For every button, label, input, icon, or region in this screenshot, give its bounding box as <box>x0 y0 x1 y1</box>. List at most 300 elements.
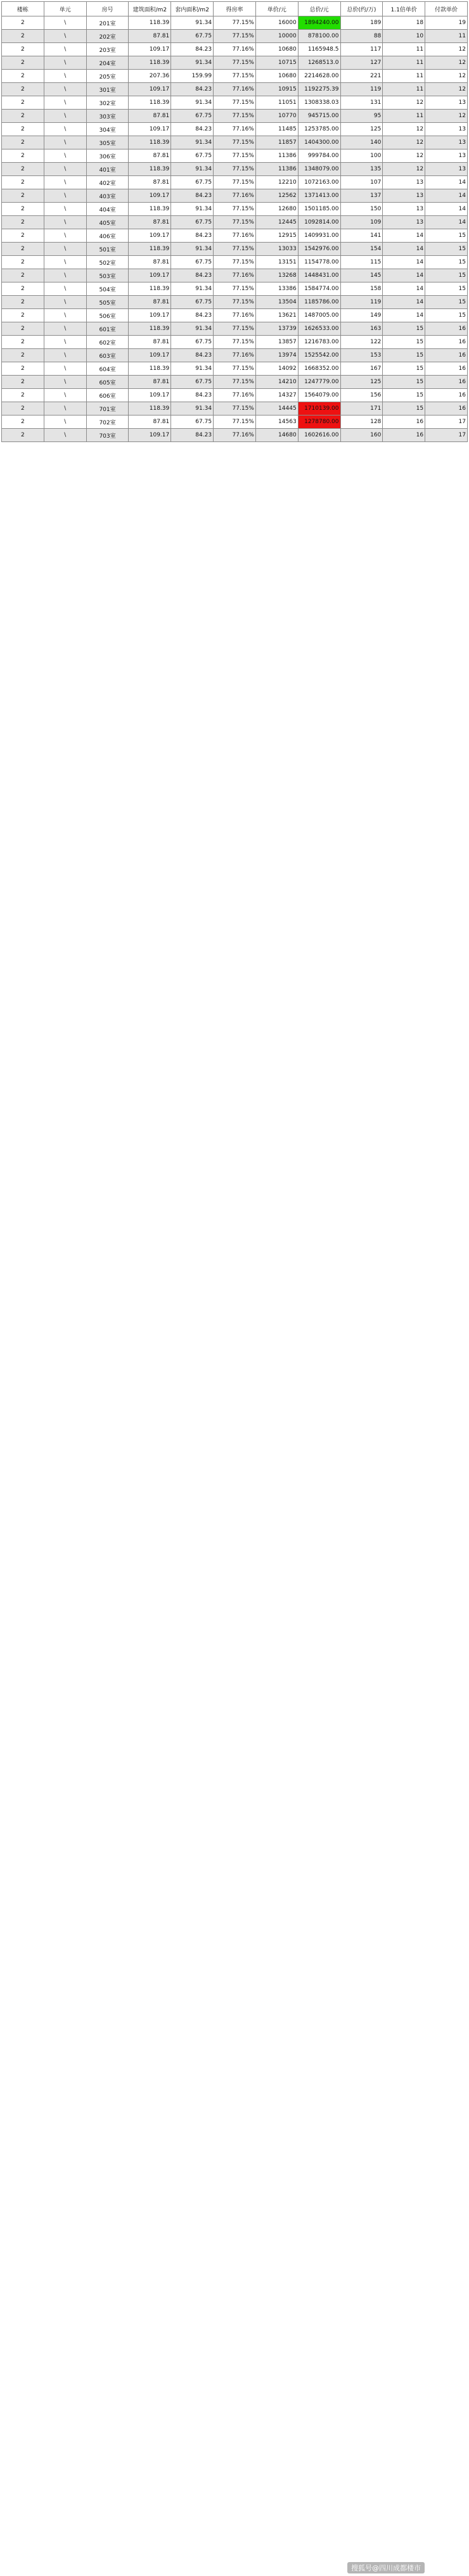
table-cell: 13 <box>383 216 425 229</box>
table-cell: 2 <box>2 136 44 149</box>
table-cell: 14 <box>383 269 425 282</box>
table-cell: 159.99 <box>171 70 214 83</box>
table-cell: 67.75 <box>171 30 214 43</box>
table-cell: 1409931.00 <box>298 229 340 243</box>
table-cell: \ <box>44 349 86 362</box>
table-cell: 87.81 <box>129 256 171 269</box>
table-cell: 118.39 <box>129 362 171 376</box>
table-cell: 14210 <box>255 376 298 389</box>
table-cell: 14092 <box>255 362 298 376</box>
table-cell: 12 <box>425 43 468 56</box>
table-cell: 67.75 <box>171 216 214 229</box>
table-cell: 16 <box>425 389 468 402</box>
table-cell: 11 <box>383 43 425 56</box>
column-header: 建筑面积/m2 <box>129 2 171 16</box>
table-row <box>2 336 468 349</box>
table-cell: 205室 <box>86 70 129 83</box>
table-cell: 2 <box>2 296 44 309</box>
table-cell: 115 <box>340 256 383 269</box>
table-cell: 1268513.0 <box>298 56 340 70</box>
table-cell: 303室 <box>86 110 129 123</box>
table-cell: 17 <box>425 416 468 429</box>
table-cell: \ <box>44 229 86 243</box>
table-cell: 15 <box>383 336 425 349</box>
table-cell: 91.34 <box>171 56 214 70</box>
table-cell: \ <box>44 96 86 110</box>
table-cell: 77.15% <box>214 376 256 389</box>
table-cell: 2 <box>2 70 44 83</box>
table-cell: 91.34 <box>171 282 214 296</box>
table-cell: 14 <box>383 309 425 322</box>
table-cell: 304室 <box>86 123 129 136</box>
table-cell: 189 <box>340 16 383 30</box>
table-cell: 2 <box>2 203 44 216</box>
table-cell: 67.75 <box>171 110 214 123</box>
table-cell: 109.17 <box>129 83 171 96</box>
table-cell: \ <box>44 282 86 296</box>
table-cell: 12562 <box>255 189 298 203</box>
watermark: 搜狐号@四川成都楼市 <box>347 2562 425 2573</box>
table-cell: 2 <box>2 163 44 176</box>
table-cell: 13268 <box>255 269 298 282</box>
table-cell: 2 <box>2 429 44 442</box>
table-cell: 145 <box>340 269 383 282</box>
table-cell: 153 <box>340 349 383 362</box>
table-cell: 16 <box>425 322 468 336</box>
table-cell: 19 <box>425 16 468 30</box>
table-cell: 167 <box>340 362 383 376</box>
table-cell: 406室 <box>86 229 129 243</box>
table-cell: 15 <box>383 389 425 402</box>
table-cell: 67.75 <box>171 149 214 163</box>
table-cell: 77.15% <box>214 336 256 349</box>
table-row <box>2 282 468 296</box>
table-cell: 602室 <box>86 336 129 349</box>
table-cell: 878100.00 <box>298 30 340 43</box>
table-cell: \ <box>44 429 86 442</box>
table-cell: 11051 <box>255 96 298 110</box>
table-cell: 17 <box>425 429 468 442</box>
table-cell: \ <box>44 362 86 376</box>
column-header: 总价(约/万) <box>340 2 383 16</box>
table-cell: 100 <box>340 149 383 163</box>
table-cell: 158 <box>340 282 383 296</box>
table-cell: 1154778.00 <box>298 256 340 269</box>
table-cell: 12680 <box>255 203 298 216</box>
table-cell: 91.34 <box>171 96 214 110</box>
table-cell: 77.15% <box>214 96 256 110</box>
price-table <box>1 1 468 442</box>
table-cell: 12915 <box>255 229 298 243</box>
table-cell: 204室 <box>86 56 129 70</box>
table-cell: 12 <box>383 149 425 163</box>
table-cell: 77.15% <box>214 163 256 176</box>
table-row <box>2 243 468 256</box>
table-cell: 77.15% <box>214 296 256 309</box>
column-header: 单元 <box>44 2 86 16</box>
table-cell: 1092814.00 <box>298 216 340 229</box>
table-cell: 77.16% <box>214 349 256 362</box>
table-cell: 1165948.5 <box>298 43 340 56</box>
table-cell: \ <box>44 176 86 189</box>
table-cell: 67.75 <box>171 376 214 389</box>
table-cell: 14 <box>383 296 425 309</box>
table-cell: 154 <box>340 243 383 256</box>
table-cell: 2 <box>2 416 44 429</box>
table-cell: 13504 <box>255 296 298 309</box>
column-header: 总价/元 <box>298 2 340 16</box>
column-header: 房号 <box>86 2 129 16</box>
table-row <box>2 163 468 176</box>
table-cell: 117 <box>340 43 383 56</box>
table-cell: 109.17 <box>129 43 171 56</box>
table-cell: 701室 <box>86 402 129 416</box>
table-cell: 84.23 <box>171 429 214 442</box>
table-cell: 84.23 <box>171 189 214 203</box>
column-header: 单价/元 <box>255 2 298 16</box>
table-row <box>2 189 468 203</box>
table-cell: 77.15% <box>214 136 256 149</box>
table-cell: 2 <box>2 402 44 416</box>
table-cell: 109.17 <box>129 349 171 362</box>
table-cell: 77.16% <box>214 309 256 322</box>
table-header-row <box>2 2 468 16</box>
table-cell: 2 <box>2 30 44 43</box>
table-row <box>2 70 468 83</box>
table-cell: 1253785.00 <box>298 123 340 136</box>
table-cell: 67.75 <box>171 336 214 349</box>
table-row <box>2 296 468 309</box>
table-cell: 10770 <box>255 110 298 123</box>
table-cell: 1404300.00 <box>298 136 340 149</box>
table-cell: 1278780.00 <box>298 416 340 429</box>
table-cell: 301室 <box>86 83 129 96</box>
table-cell: 2 <box>2 349 44 362</box>
table-cell: 84.23 <box>171 389 214 402</box>
table-cell: 14563 <box>255 416 298 429</box>
table-cell: 13 <box>383 176 425 189</box>
table-cell: 11 <box>383 83 425 96</box>
table-cell: \ <box>44 56 86 70</box>
table-cell: 703室 <box>86 429 129 442</box>
table-cell: 118.39 <box>129 96 171 110</box>
table-cell: 12445 <box>255 216 298 229</box>
table-cell: 15 <box>425 256 468 269</box>
table-cell: 87.81 <box>129 149 171 163</box>
table-cell: 207.36 <box>129 70 171 83</box>
table-cell: 109.17 <box>129 229 171 243</box>
table-cell: 87.81 <box>129 110 171 123</box>
table-cell: 404室 <box>86 203 129 216</box>
table-row <box>2 429 468 442</box>
table-cell: \ <box>44 309 86 322</box>
table-cell: 1626533.00 <box>298 322 340 336</box>
table-cell: 1487005.00 <box>298 309 340 322</box>
table-cell: 16 <box>425 349 468 362</box>
table-cell: 14445 <box>255 402 298 416</box>
table-row <box>2 203 468 216</box>
table-cell: 11 <box>383 70 425 83</box>
table-cell: \ <box>44 216 86 229</box>
table-row <box>2 322 468 336</box>
table-cell: 201室 <box>86 16 129 30</box>
table-cell: 2 <box>2 243 44 256</box>
table-cell: 502室 <box>86 256 129 269</box>
table-row <box>2 136 468 149</box>
table-cell: 87.81 <box>129 296 171 309</box>
table-cell: 16 <box>383 429 425 442</box>
table-cell: 305室 <box>86 136 129 149</box>
table-cell: 13857 <box>255 336 298 349</box>
table-row <box>2 83 468 96</box>
table-cell: 1542976.00 <box>298 243 340 256</box>
table-row <box>2 362 468 376</box>
table-cell: 87.81 <box>129 176 171 189</box>
table-cell: 15 <box>425 229 468 243</box>
table-cell: 15 <box>425 243 468 256</box>
table-cell: \ <box>44 110 86 123</box>
table-cell: 87.81 <box>129 30 171 43</box>
table-cell: 12 <box>383 136 425 149</box>
table-row <box>2 123 468 136</box>
table-cell: 84.23 <box>171 83 214 96</box>
table-cell: 131 <box>340 96 383 110</box>
table-cell: 150 <box>340 203 383 216</box>
table-cell: 77.15% <box>214 216 256 229</box>
table-cell: 2 <box>2 43 44 56</box>
table-cell: 2 <box>2 96 44 110</box>
table-cell: 11485 <box>255 123 298 136</box>
table-cell: 2 <box>2 389 44 402</box>
table-cell: 77.16% <box>214 389 256 402</box>
table-cell: 140 <box>340 136 383 149</box>
table-row <box>2 229 468 243</box>
column-header: 1.1倍单价 <box>383 2 425 16</box>
table-cell: 2 <box>2 269 44 282</box>
table-cell: 91.34 <box>171 322 214 336</box>
table-cell: 119 <box>340 83 383 96</box>
table-cell: 118.39 <box>129 282 171 296</box>
table-cell: 118.39 <box>129 136 171 149</box>
table-cell: 137 <box>340 189 383 203</box>
column-header: 得房率 <box>214 2 256 16</box>
table-cell: 91.34 <box>171 243 214 256</box>
table-cell: 503室 <box>86 269 129 282</box>
table-cell: 2 <box>2 229 44 243</box>
table-cell: 221 <box>340 70 383 83</box>
table-cell: 84.23 <box>171 349 214 362</box>
table-row <box>2 402 468 416</box>
table-cell: 13 <box>425 163 468 176</box>
table-cell: 122 <box>340 336 383 349</box>
table-cell: 77.15% <box>214 402 256 416</box>
table-cell: \ <box>44 402 86 416</box>
table-cell: 109.17 <box>129 389 171 402</box>
table-cell: 2 <box>2 16 44 30</box>
table-cell: 84.23 <box>171 269 214 282</box>
table-cell: 2 <box>2 123 44 136</box>
column-header: 付款单价 <box>425 2 468 16</box>
table-cell: 603室 <box>86 349 129 362</box>
table-cell: 2 <box>2 282 44 296</box>
table-cell: 67.75 <box>171 256 214 269</box>
table-cell: 1192275.39 <box>298 83 340 96</box>
table-cell: 506室 <box>86 309 129 322</box>
table-cell: 77.15% <box>214 243 256 256</box>
table-cell: 11 <box>383 110 425 123</box>
price-table-body <box>2 2 468 442</box>
table-cell: 149 <box>340 309 383 322</box>
table-cell: 12 <box>383 163 425 176</box>
table-cell: 12 <box>425 110 468 123</box>
table-cell: 84.23 <box>171 229 214 243</box>
table-cell: 14 <box>425 176 468 189</box>
table-cell: 601室 <box>86 322 129 336</box>
table-cell: 13 <box>425 123 468 136</box>
table-cell: 10915 <box>255 83 298 96</box>
table-cell: 14 <box>383 256 425 269</box>
table-row <box>2 43 468 56</box>
table-cell: 2 <box>2 216 44 229</box>
table-cell: 77.16% <box>214 229 256 243</box>
table-cell: \ <box>44 149 86 163</box>
table-cell: 163 <box>340 322 383 336</box>
table-cell: 77.16% <box>214 83 256 96</box>
table-cell: \ <box>44 189 86 203</box>
table-cell: 13 <box>383 189 425 203</box>
table-cell: 118.39 <box>129 322 171 336</box>
table-row <box>2 309 468 322</box>
table-cell: 77.15% <box>214 416 256 429</box>
table-cell: 77.16% <box>214 43 256 56</box>
table-cell: 13033 <box>255 243 298 256</box>
table-cell: 109.17 <box>129 123 171 136</box>
table-cell: 77.15% <box>214 70 256 83</box>
table-cell: 12 <box>425 83 468 96</box>
table-cell: 12 <box>383 123 425 136</box>
table-cell: 203室 <box>86 43 129 56</box>
table-cell: 15 <box>425 296 468 309</box>
table-cell: 402室 <box>86 176 129 189</box>
table-row <box>2 176 468 189</box>
table-cell: 2 <box>2 56 44 70</box>
table-cell: 14 <box>383 229 425 243</box>
table-cell: 11 <box>383 56 425 70</box>
table-cell: 202室 <box>86 30 129 43</box>
table-cell: 13386 <box>255 282 298 296</box>
table-cell: 77.15% <box>214 282 256 296</box>
table-cell: 13 <box>383 203 425 216</box>
table-cell: \ <box>44 16 86 30</box>
table-cell: 403室 <box>86 189 129 203</box>
table-cell: 109.17 <box>129 429 171 442</box>
table-cell: \ <box>44 203 86 216</box>
table-cell: 2 <box>2 256 44 269</box>
table-cell: 1710139.00 <box>298 402 340 416</box>
table-row <box>2 416 468 429</box>
table-cell: 125 <box>340 376 383 389</box>
table-row <box>2 96 468 110</box>
table-cell: 125 <box>340 123 383 136</box>
table-cell: 1185786.00 <box>298 296 340 309</box>
table-row <box>2 389 468 402</box>
column-header: 套内面积/m2 <box>171 2 214 16</box>
table-cell: 14 <box>425 216 468 229</box>
table-cell: 11857 <box>255 136 298 149</box>
table-row <box>2 376 468 389</box>
table-cell: 118.39 <box>129 402 171 416</box>
table-cell: 12210 <box>255 176 298 189</box>
table-cell: 67.75 <box>171 296 214 309</box>
table-cell: \ <box>44 336 86 349</box>
table-cell: 128 <box>340 416 383 429</box>
table-cell: 14 <box>383 243 425 256</box>
table-cell: 84.23 <box>171 309 214 322</box>
table-cell: 14 <box>425 189 468 203</box>
table-cell: 87.81 <box>129 216 171 229</box>
table-cell: 15 <box>425 282 468 296</box>
table-cell: 16000 <box>255 16 298 30</box>
table-cell: \ <box>44 136 86 149</box>
table-cell: \ <box>44 376 86 389</box>
table-cell: 77.15% <box>214 110 256 123</box>
table-cell: 405室 <box>86 216 129 229</box>
table-cell: 2 <box>2 83 44 96</box>
table-cell: 77.16% <box>214 123 256 136</box>
table-cell: 13 <box>425 149 468 163</box>
table-cell: 1072163.00 <box>298 176 340 189</box>
table-cell: 2 <box>2 376 44 389</box>
table-cell: 77.15% <box>214 322 256 336</box>
table-cell: 1564079.00 <box>298 389 340 402</box>
table-cell: 1668352.00 <box>298 362 340 376</box>
table-cell: 1216783.00 <box>298 336 340 349</box>
table-cell: 1371413.00 <box>298 189 340 203</box>
table-cell: 604室 <box>86 362 129 376</box>
table-cell: 67.75 <box>171 176 214 189</box>
table-cell: 13 <box>425 136 468 149</box>
table-cell: 109.17 <box>129 189 171 203</box>
table-cell: 18 <box>383 16 425 30</box>
table-cell: 16 <box>383 416 425 429</box>
table-cell: 10680 <box>255 43 298 56</box>
table-cell: 16 <box>425 376 468 389</box>
table-cell: 999784.00 <box>298 149 340 163</box>
table-cell: 1247779.00 <box>298 376 340 389</box>
table-cell: 127 <box>340 56 383 70</box>
table-cell: \ <box>44 389 86 402</box>
table-cell: 118.39 <box>129 203 171 216</box>
table-cell: 88 <box>340 30 383 43</box>
table-cell: 141 <box>340 229 383 243</box>
table-row <box>2 256 468 269</box>
table-cell: 91.34 <box>171 16 214 30</box>
table-cell: 2 <box>2 362 44 376</box>
table-cell: 77.16% <box>214 189 256 203</box>
table-cell: 84.23 <box>171 43 214 56</box>
table-cell: 87.81 <box>129 376 171 389</box>
table-cell: 1584774.00 <box>298 282 340 296</box>
table-cell: 702室 <box>86 416 129 429</box>
table-cell: 160 <box>340 429 383 442</box>
table-cell: 1525542.00 <box>298 349 340 362</box>
table-cell: 12 <box>383 96 425 110</box>
table-cell: 15 <box>383 376 425 389</box>
table-cell: 87.81 <box>129 336 171 349</box>
table-cell: 95 <box>340 110 383 123</box>
table-cell: 2 <box>2 322 44 336</box>
table-cell: 306室 <box>86 149 129 163</box>
